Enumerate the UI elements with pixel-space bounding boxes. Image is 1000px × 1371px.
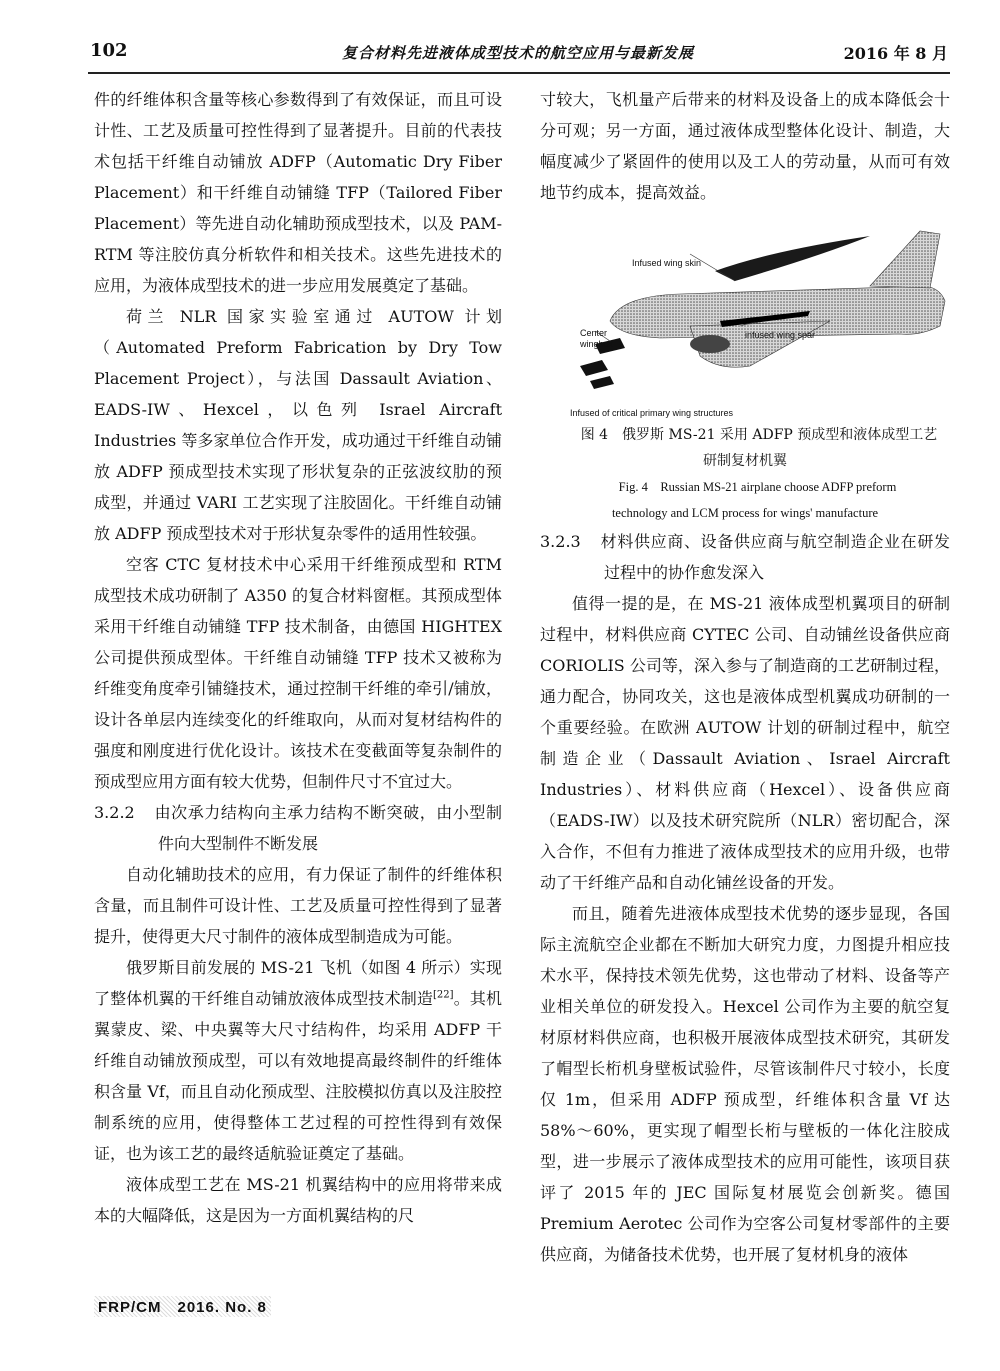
figure-caption-cn (540, 422, 950, 474)
paragraph: 值得一提的是，在 MS-21 液体成型机翼项目的研制过程中，材料供应商 CYTEC 公司、自动铺丝设备供应商 CORIOLIS 公司等，深入参与了制造商的工艺研制过程，通力配合，协同攻关，这也是液体成型机翼成功研制的一个重要经验。在欧洲 AUTOW 计划的研制过程中，航空制造企业（Dassault Aviation、Israel Aircraft Industries）、材料供应商（Hexcel）、设备供应商（EADS-IW）以及技术研究院所（NLR）密切配合，深入合作，不但有力推进了液体成型技术的应用升级，也带动了干纤维产品和自动化铺丝设备的开发。 (540, 594, 950, 892)
paragraph: 件的纤维体积含量等核心参数得到了有效保证，而且可设计性、工艺及质量可控性得到了显著提升。目前的代表技术包括干纤维自动铺放 ADFP（Automatic Dry Fiber Placement）和干纤维自动铺缝 TFP（Tailored Fiber Placement）等先进自动化辅助预成型技术，以及 PAM-RTM 等注胶仿真分析软件和相关技术。这些先进技术的应用，为液体成型技术的进一步应用发展奠定了基础。 (94, 90, 502, 295)
section-number: 3.2.3 (540, 532, 581, 551)
engine-shape (690, 335, 730, 353)
label-wingbox: wingbox (580, 339, 614, 349)
label-center: Center (580, 328, 608, 338)
label-wing-skin: Infused wing skin (632, 258, 702, 268)
label-primary-structures: Infused of critical primary wing structures (570, 408, 734, 418)
journal-footer: FRP/CM 2016. No. 8 (94, 1296, 271, 1317)
paragraph-text: 。其机翼蒙皮、梁、中央翼等大尺寸结构件，均采用 ADFP 干纤维自动铺放预成型，可以有效地提高最终制件的纤维体积含量 Vf，而且自动化预成型、注胶模拟仿真以及注胶控制系统的应用，使得整体工艺过程的可控性得到有效保证，也为该工艺的最终适航验证奠定了基础。 (94, 989, 502, 1163)
left-column (94, 84, 502, 1231)
section-title: 材料供应商、设备供应商与航空制造企业在研发过程中的协作愈发深入 (600, 532, 950, 582)
caption-line: technology and LCM process for wings' manufacture (611, 506, 879, 520)
caption-line: Fig. 4 Russian MS-21 airplane choose ADFP preform (618, 480, 897, 494)
wingbox-part-shape (580, 360, 608, 376)
figure-caption-en (540, 474, 950, 526)
section-number: 3.2.2 (94, 803, 135, 822)
page-header (88, 38, 950, 74)
paragraph: 液体成型工艺在 MS-21 机翼结构中的应用将带来成本的大幅降低，这是因为一方面机翼结构的尺 (94, 1175, 502, 1225)
paragraph-text: 俄罗斯目前发展的 MS-21 飞机（如图 4 所示）实现了整体机翼的干纤维自动铺放液体成型技术制造 (94, 958, 502, 1008)
paragraph: 寸较大，飞机量产后带来的材料及设备上的成本降低会十分可观；另一方面，通过液体成型整体化设计、制造，大幅度减少了紧固件的使用以及工人的劳动量，从而可有效地节约成本，提高效益。 (540, 90, 950, 202)
section-heading-3-2-3 (540, 526, 950, 588)
issue-date: 2016 年 8 月 (843, 44, 948, 63)
caption-line: 图 4 俄罗斯 MS-21 采用 ADFP 预成型和液体成型工艺 (580, 427, 938, 443)
label-wing-spar: infused wing spar (745, 330, 816, 340)
page-number: 102 (90, 40, 128, 61)
paragraph: 而且，随着先进液体成型技术优势的逐步显现，各国际主流航空企业都在不断加大研究力度，力图提升相应技术水平，保持技术领先优势，这也带动了材料、设备等产业相关单位的研发投入。Hexcel 公司作为主要的航空复材原材料供应商，也积极开展液体成型技术研究，其研发了帽型长桁机身壁板试验件，尽管该制件尺寸较小，长度仅 1m，但采用 ADFP 预成型，纤维体积含量 Vf 达 58%～60%，更实现了帽型长桁与壁板的一体化注胶成型，进一步展示了液体成型技术的应用可能性，该项目获评了 2015 年的 JEC 国际复材展览会创新奖。德国 Premium Aerotec 公司作为空客公司复材零部件的主要供应商，为储备技术优势，也开展了复材机身的液体 (540, 904, 950, 1264)
section-heading-3-2-2 (94, 797, 502, 859)
section-title: 由次承力结构向主承力结构不断突破，由小型制件向大型制件不断发展 (154, 803, 502, 853)
paragraph: 荷兰 NLR 国家实验室通过 AUTOW 计划（Automated Preform Fabrication by Dry Tow Placement Project），与法国 Dassault Aviation、EADS-IW、Hexcel，以色列 Israel Aircraft Industries 等多家单位合作开发，成功通过干纤维自动铺放 ADFP 预成型技术实现了形状复杂的正弦波纹肋的预成型，并通过 VARI 工艺实现了注胶固化。干纤维自动铺放 ADFP 预成型技术对于形状复杂零件的适用性较强。 (94, 307, 502, 543)
figure-4-aircraft (540, 226, 950, 416)
paragraph: 自动化辅助技术的应用，有力保证了制件的纤维体积含量，而且制件可设计性、工艺及质量可控性得到了显著提升，使得更大尺寸制件的液体成型制造成为可能。 (94, 865, 502, 946)
right-column (540, 84, 950, 1270)
citation-reference: [22] (433, 989, 454, 1001)
running-title: 复合材料先进液体成型技术的航空应用与最新发展 (341, 44, 694, 62)
wingbox-part-shape (590, 376, 614, 389)
caption-line: 研制复材机翼 (703, 453, 787, 469)
tail-shape (870, 231, 940, 288)
paragraph: 空客 CTC 复材技术中心采用干纤维预成型和 RTM 成型技术成功研制了 A350 的复合材料窗框。其预成型体采用干纤维自动铺缝 TFP 技术制备，由德国 HIGHTEX 公司提供预成型体。干纤维自动铺缝 TFP 技术又被称为纤维变角度牵引铺缝技术，通过控制干纤维的牵引/铺放，设计各单层内连续变化的纤维取向，从而对复材结构件的强度和刚度进行优化设计。该技术在变截面等复杂制件的预成型应用方面有较大优势，但制件尺寸不宜过大。 (94, 555, 502, 791)
wing-skin-shape (715, 236, 870, 281)
paragraph (94, 952, 502, 1169)
